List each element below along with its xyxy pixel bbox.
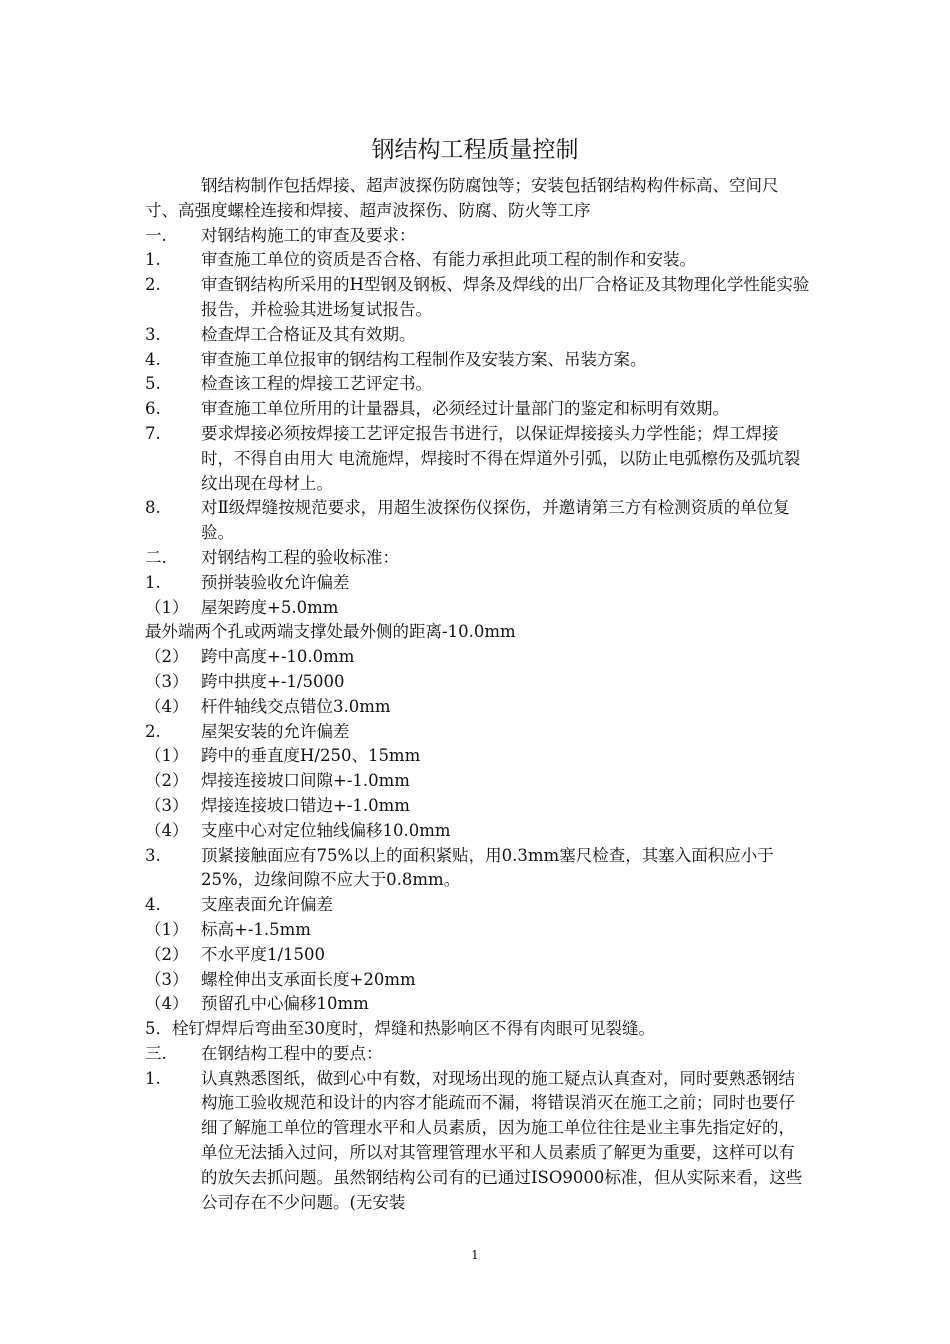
- list-item-number: （1）: [145, 597, 189, 617]
- list-item-text: 检查该工程的焊接工艺评定书。: [201, 374, 432, 394]
- list-item: [145, 769, 810, 794]
- list-item: [145, 348, 810, 373]
- list-item: [145, 496, 810, 546]
- list-item-text: 审查钢结构所采用的H型钢及钢板、焊条及焊线的出厂合格证及其物理化学性能实验报告，并检验其进场复试报告。: [201, 275, 810, 319]
- list-item-text: 支座表面允许偏差: [201, 895, 333, 915]
- list-item: [145, 596, 810, 621]
- list-item-number: 一.: [145, 225, 167, 245]
- list-item-number: 7.: [145, 423, 161, 443]
- list-item-number: （1）: [145, 919, 189, 939]
- list-item-text: 焊接连接坡口间隙+-1.0mm: [201, 771, 410, 791]
- list-item-text: 对Ⅱ级焊缝按规范要求，用超生波探伤仪探伤，并邀请第三方有检测资质的单位复验。: [201, 498, 790, 543]
- list-item-number: 二.: [145, 547, 167, 567]
- list-item: [145, 422, 810, 496]
- list-item-text: 审查施工单位报审的钢结构工程制作及安装方案、吊装方案。: [201, 349, 647, 369]
- intro-paragraph: 钢结构制作包括焊接、超声波探伤防腐蚀等；安装包括钢结构构件标高、空间尺寸、高强度螺栓连接和焊接、超声波探伤、防腐、防火等工序: [145, 176, 779, 220]
- list-item-text: 杆件轴线交点错位3.0mm: [201, 696, 391, 716]
- list-item: [145, 248, 810, 273]
- list-item: [145, 720, 810, 745]
- list-item-text: 在钢结构工程中的要点：: [201, 1043, 383, 1063]
- list-item-text: 5．栓钉焊焊后弯曲至30度时，焊缝和热影响区不得有肉眼可见裂缝。: [145, 1019, 655, 1039]
- list-item-text: 焊接连接坡口错边+-1.0mm: [201, 795, 410, 815]
- document-title: 钢结构工程质量控制: [371, 137, 579, 163]
- list-item-text: 跨中拱度+-1/5000: [201, 671, 345, 691]
- list-item: [145, 323, 810, 348]
- list-item: [145, 992, 810, 1017]
- list-item-number: 4.: [145, 349, 161, 369]
- list-item-number: 1.: [145, 1068, 161, 1088]
- list-item: [145, 794, 810, 819]
- list-item: [145, 571, 810, 596]
- list-item-number: （2）: [145, 944, 189, 964]
- list-item-number: 3.: [145, 324, 161, 344]
- list-item-text: 审查施工单位的资质是否合格、有能力承担此项工程的制作和安装。: [201, 250, 696, 270]
- list-item-number: （3）: [145, 795, 189, 815]
- list-item-text: 屋架安装的允许偏差: [201, 721, 350, 741]
- list-item-number: 1.: [145, 250, 161, 270]
- list-item-text: 检查焊工合格证及其有效期。: [201, 324, 416, 344]
- list-item-number: （2）: [145, 771, 189, 791]
- list-item-text: 顶紧接触面应有75%以上的面积紧贴，用0.3mm塞尺检查，其塞入面积应小于25%，边缘间隙不应大于0.8mm。: [201, 845, 774, 890]
- list-item: [145, 620, 810, 645]
- page-number: 1: [471, 1248, 479, 1262]
- list-item-text: 标高+-1.5mm: [201, 919, 311, 939]
- list-item-text: 跨中的垂直度H/250、15mm: [201, 746, 421, 766]
- list-item-number: （1）: [145, 746, 189, 766]
- list-item: [145, 372, 810, 397]
- list-item: [145, 670, 810, 695]
- list-item: [145, 1017, 810, 1042]
- list-item-text: 对钢结构施工的审查及要求：: [201, 225, 416, 245]
- list-item: [145, 744, 810, 769]
- list-item-text: 对钢结构工程的验收标准：: [201, 547, 399, 567]
- list-item: [145, 893, 810, 918]
- list-item-text: 螺栓伸出支承面长度+20mm: [201, 969, 416, 989]
- list-item: [145, 943, 810, 968]
- list-item-number: 1.: [145, 572, 161, 592]
- document-body: [145, 174, 810, 1215]
- list-item-text: 要求焊接必须按焊接工艺评定报告书进行，以保证焊接接头力学性能；焊工焊接时，不得自由用大 电流施焊，焊接时不得在焊道外引弧，以防止电弧檫伤及弧坑裂纹出现在母材上。: [201, 423, 801, 493]
- list-item-text: 屋架跨度+5.0mm: [201, 597, 339, 617]
- list-item-number: （4）: [145, 820, 189, 840]
- list-item-text: 预留孔中心偏移10mm: [201, 994, 369, 1014]
- list-item-number: （3）: [145, 969, 189, 989]
- list-item-text: 审查施工单位所用的计量器具，必须经过计量部门的鉴定和标明有效期。: [201, 399, 729, 419]
- list-item-text: 最外端两个孔或两端支撑处最外侧的距离-10.0mm: [145, 622, 516, 642]
- list-item: [145, 819, 810, 844]
- list-item-number: 三.: [145, 1043, 167, 1063]
- list-item-number: 8.: [145, 498, 161, 518]
- list-item: [145, 844, 810, 894]
- list-item-text: 不水平度1/1500: [201, 944, 326, 964]
- list-item: [145, 1067, 810, 1216]
- list-item-text: 预拼装验收允许偏差: [201, 572, 350, 592]
- list-item-text: 跨中高度+-10.0mm: [201, 647, 355, 667]
- list-item: [145, 397, 810, 422]
- list-item-number: （4）: [145, 696, 189, 716]
- list-item-text: 支座中心对定位轴线偏移10.0mm: [201, 820, 451, 840]
- list-item: [145, 546, 810, 571]
- list-item-number: 3.: [145, 845, 161, 865]
- list-item-number: 2.: [145, 721, 161, 741]
- list-item: [145, 1042, 810, 1067]
- list-item: [145, 918, 810, 943]
- list-item: [145, 273, 810, 323]
- list-item: [145, 645, 810, 670]
- list-item-number: （3）: [145, 671, 189, 691]
- list-item-number: （4）: [145, 994, 189, 1014]
- list-item-text: 认真熟悉图纸，做到心中有数，对现场出现的施工疑点认真查对，同时要熟悉钢结构施工验收规范和设计的内容才能疏而不漏，将错误消灭在施工之前；同时也要仔细了解施工单位的管理水平和人员素质，因为施工单位往往是业主事先指定好的，单位无法插入过问，所以对其管理管理水平和人员素质了解更为重要，这样可以有的放矢去抓问题。虽然钢结构公司有的已通过ISO9000标准，但从实际来看，这些公司存在不少问题。(无安装: [201, 1068, 803, 1212]
- list-item-number: （2）: [145, 647, 189, 667]
- list-item-number: 6.: [145, 399, 161, 419]
- list-item-number: 2.: [145, 275, 161, 295]
- list-item: [145, 968, 810, 993]
- list-item: [145, 695, 810, 720]
- list-item-number: 5.: [145, 374, 161, 394]
- list-item: [145, 224, 810, 249]
- list-item-number: 4.: [145, 895, 161, 915]
